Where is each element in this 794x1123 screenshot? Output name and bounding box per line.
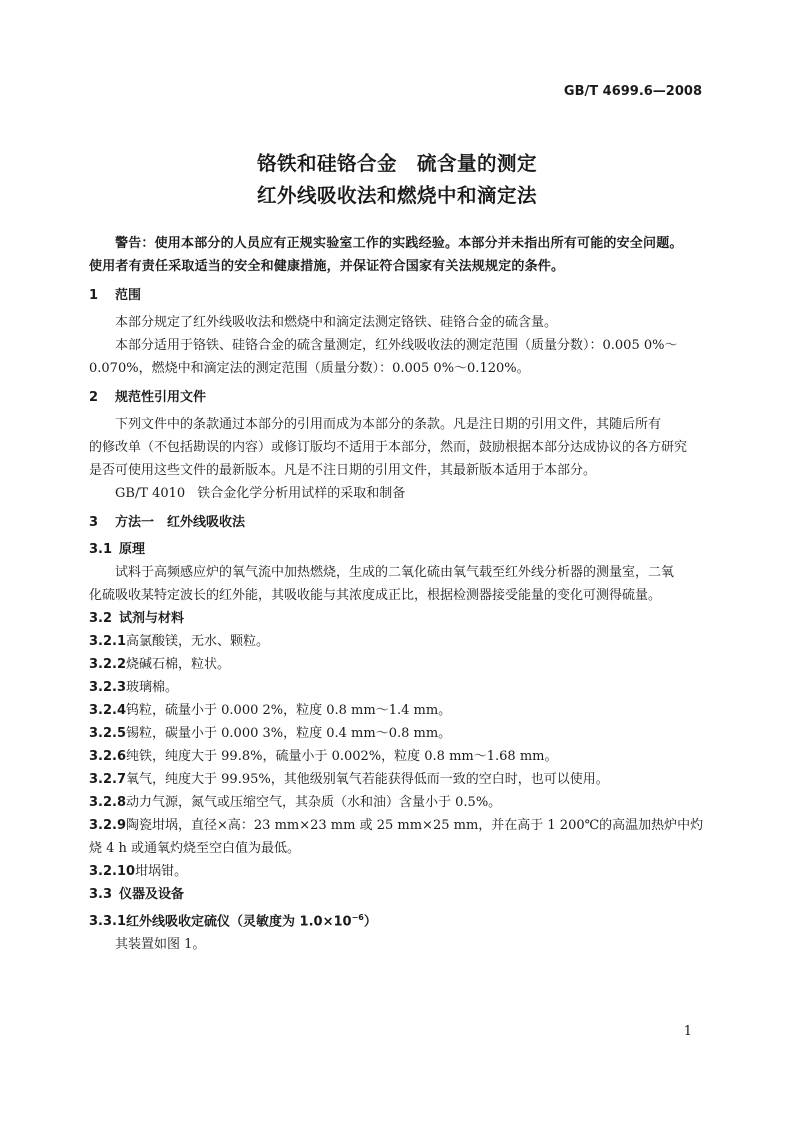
section-3-heading: 3 方法一 红外线吸收法	[89, 515, 246, 530]
page-number: 1	[683, 1024, 692, 1039]
warning-line2: 使用者有责任采取适当的安全和健康措施，并保证符合国家有关法规规定的条件。	[89, 259, 565, 274]
reagent-list	[89, 630, 707, 814]
document-title-line2: 红外线吸收法和燃烧中和滴定法	[256, 184, 537, 207]
section-3-3-heading: 3.3 仪器及设备	[89, 887, 185, 902]
list-item: 3.2.5锡粒，碳量小于 0.000 3%，粒度 0.4 mm～0.8 mm。	[89, 726, 452, 741]
section-2-paragraph-line2: 的修改单（不包括勘误的内容）或修订版均不适用于本部分，然而，鼓励根据本部分达成协议的各方研究	[89, 440, 688, 455]
list-item: 3.2.7氧气，纯度大于 99.95%，其他级别氧气若能获得低而一致的空白时，也可以使用。	[89, 772, 609, 787]
list-item: 3.2.8动力气源，氮气或压缩空气，其杂质（水和油）含量小于 0.5%。	[89, 795, 502, 810]
list-item: 3.2.4钨粒，硫量小于 0.000 2%，粒度 0.8 mm～1.4 mm。	[89, 703, 452, 718]
section-2-paragraph-line3: 是否可使用这些文件的最新版本。凡是不注日期的引用文件，其最新版本适用于本部分。	[89, 463, 597, 478]
list-item: 3.2.6纯铁，纯度大于 99.8%，硫量小于 0.002%，粒度 0.8 mm～1.68 mm。	[89, 749, 558, 764]
section-3-1-paragraph-line1: 试料于高频感应炉的氧气流中加热燃烧，生成的二氧化硫由氧气载至红外线分析器的测量室，二氧	[115, 565, 675, 580]
section-3-3-1-paragraph: 其装置如图 1。	[115, 937, 206, 953]
normative-reference	[89, 482, 707, 505]
list-item-3-2-9-line2: 烧 4 h 或通氧灼烧至空白值为最低。	[89, 841, 301, 856]
list-item: 3.2.2烧碱石棉，粒状。	[89, 657, 231, 672]
section-3-2-heading: 3.2 试剂与材料	[89, 611, 185, 626]
section-1-heading: 1 范围	[89, 288, 142, 303]
section-1-paragraph-2-line2: 0.070%，燃烧中和滴定法的测定范围（质量分数）：0.005 0%～0.120%。	[89, 361, 530, 376]
section-1-paragraph-2-line1: 本部分适用于铬铁、硅铬合金的硫含量测定，红外线吸收法的测定范围（质量分数）：0.005 0%～	[115, 338, 678, 353]
list-item: 3.2.1高氯酸镁，无水、颗粒。	[89, 634, 270, 649]
section-3-1-heading: 3.1 原理	[89, 542, 146, 557]
list-item-3-2-9-line1: 3.2.9陶瓷坩埚，直径×高：23 mm×23 mm 或 25 mm×25 mm，并在高于 1 200℃的高温加热炉中灼	[89, 818, 704, 833]
standard-code: GB/T 4699.6—2008	[563, 84, 702, 99]
warning-text: 使用本部分的人员应有正规实验室工作的实践经验。本部分并未指出所有可能的安全问题。	[154, 236, 683, 251]
warning-line1	[89, 232, 707, 255]
reference-title: 铁合金化学分析用试样的采取和制备	[197, 486, 406, 501]
warning-label: 警告：	[115, 236, 155, 251]
section-3-1-paragraph-line2: 化硫吸收某特定波长的红外能，其吸收能与其浓度成正比，根据检测器接受能量的变化可测得硫量。	[89, 588, 662, 603]
document-title-line1: 铬铁和硅铬合金 硫含量的测定	[256, 152, 537, 175]
section-3-3-1-heading: 3.3.1红外线吸收定硫仪（灵敏度为 $1.0\times 10^{-6}$）	[89, 913, 377, 930]
section-2-paragraph-line1: 下列文件中的条款通过本部分的引用而成为本部分的条款。凡是注日期的引用文件，其随后所有	[115, 417, 662, 432]
list-item-3-2-10: 3.2.10坩埚钳。	[89, 864, 188, 879]
reference-code: GB/T 4010	[115, 486, 186, 501]
document-body	[89, 232, 707, 956]
section-2-heading: 2 规范性引用文件	[89, 390, 207, 405]
list-item: 3.2.3玻璃棉。	[89, 680, 179, 695]
section-1-paragraph-1: 本部分规定了红外线吸收法和燃烧中和滴定法测定铬铁、硅铬合金的硫含量。	[115, 315, 558, 330]
